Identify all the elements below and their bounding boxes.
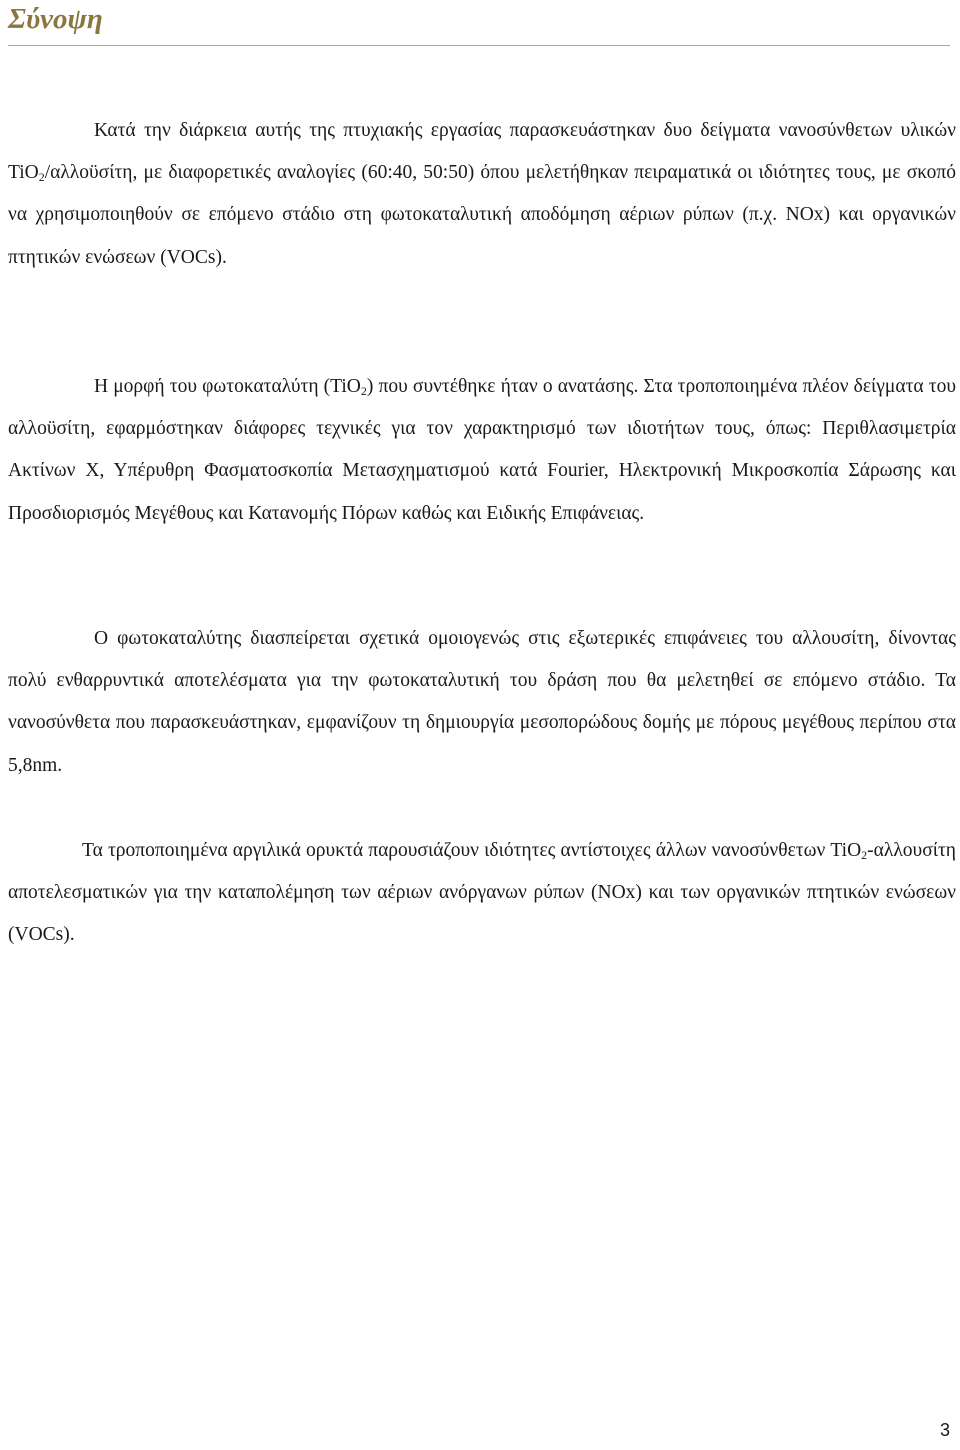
- paragraph-2-text-b: ) που συντέθηκε ήταν ο ανατάσης. Στα τροποποιημένα πλέον δείγματα του αλλοϋσίτη, εφαρμόστηκαν διάφορες τεχνικές για τον χαρακτηρισμό των ιδιοτήτων τους, όπως: Περιθλασιμετρία Ακτίνων Χ, Υπέρυθρη Φασματοσκοπία Μετασχηματισμού κατά Fourier, Ηλεκτρονική Μικροσκοπία Σάρωσης και Προσδιορισμός Μεγέθους και Κατανομής Πόρων καθώς και Ειδικής Επιφάνειας.: [8, 376, 957, 524]
- paragraph-4-text-b: -αλλουσίτη αποτελεσματικών για την καταπολέμηση των αέριων ανόργανων ρύπων (NOx) και των οργανικών πτητικών ενώσεων (VOCs).: [8, 840, 956, 946]
- paragraph-3-text: Ο φωτοκαταλύτης διασπείρεται σχετικά ομοιογενώς στις εξωτερικές επιφάνειες του αλλουσίτη, δίνοντας πολύ ενθαρρυντικά αποτελέσματα για την φωτοκαταλυτική του δράση που θα μελετηθεί σε επόμενο στάδιο. Τα νανοσύνθετα που παρασκευάστηκαν, εμφανίζουν τη δημιουργία μεσοπορώδους δομής με πόρους μεγέθους περίπου στα 5,8nm.: [8, 628, 956, 776]
- paragraph-3: [8, 618, 956, 787]
- paragraph-4: [8, 830, 956, 957]
- paragraph-1-text-b: /αλλοϋσίτη, με διαφορετικές αναλογίες (60:40, 50:50) όπου μελετήθηκαν πειραματικά οι ιδιότητες τους, με σκοπό να χρησιμοποιηθούν σε επόμενο στάδιο στη φωτοκαταλυτική αποδόμηση αέριων ρύπων (π.χ. NOx) και οργανικών πτητικών ενώσεων (VOCs).: [8, 162, 956, 268]
- subscript-2: 2: [861, 848, 868, 862]
- paragraph-1: [8, 110, 956, 279]
- page-title: Σύνοψη: [8, 3, 103, 35]
- paragraph-2: [8, 366, 956, 535]
- paragraph-1-text-a: Κατά την διάρκεια αυτής της πτυχιακής εργασίας παρασκευάστηκαν δυο δείγματα νανοσύνθετων υλικών TiO: [8, 120, 956, 184]
- paragraph-4-text-a: Τα τροποποιημένα αργιλικά ορυκτά παρουσιάζουν ιδιότητες αντίστοιχες άλλων νανοσύνθετων TiO: [82, 840, 862, 861]
- paragraph-2-text-a: Η μορφή του φωτοκαταλύτη (TiO: [94, 376, 361, 397]
- subscript-2: 2: [360, 384, 367, 398]
- subscript-2: 2: [38, 170, 45, 185]
- page-number: 3: [939, 1420, 950, 1440]
- title-divider: [8, 45, 950, 46]
